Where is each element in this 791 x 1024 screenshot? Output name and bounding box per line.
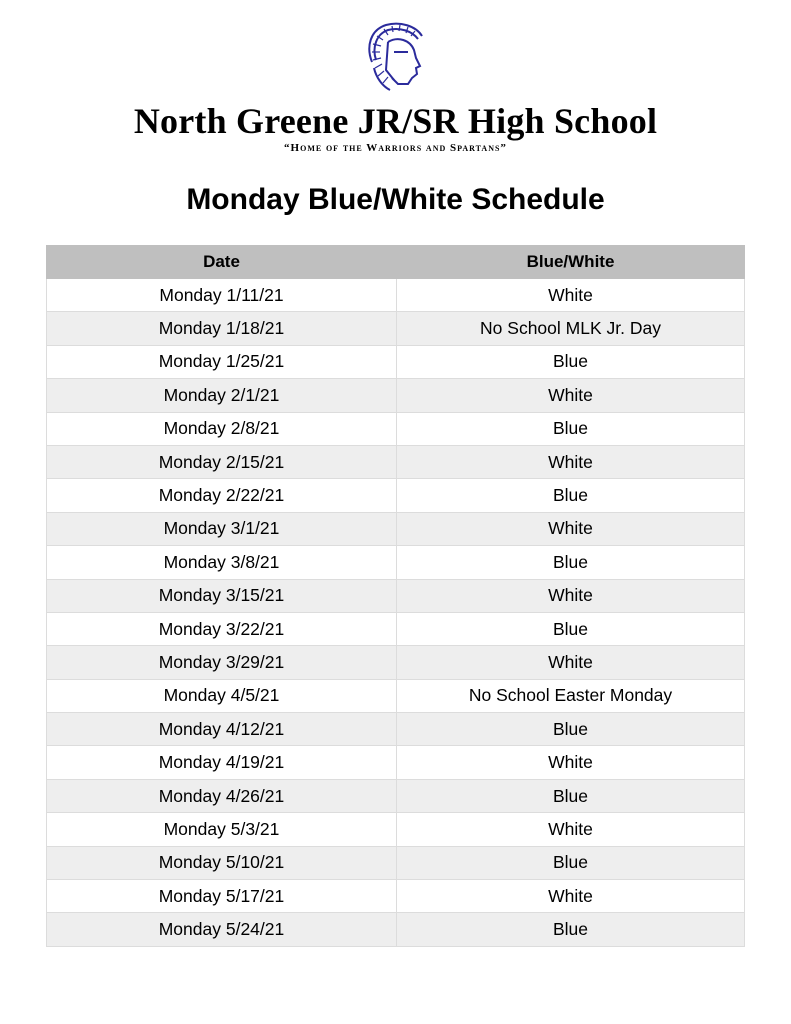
blue-white-cell: White: [397, 813, 745, 846]
blue-white-cell: Blue: [397, 546, 745, 579]
date-cell: Monday 5/10/21: [47, 846, 397, 879]
table-header-row: [47, 246, 745, 279]
blue-white-cell: White: [397, 746, 745, 779]
date-cell: Monday 1/11/21: [47, 279, 397, 312]
table-row: [47, 679, 745, 712]
table-row: [47, 445, 745, 478]
blue-white-cell: White: [397, 445, 745, 478]
blue-white-cell: White: [397, 279, 745, 312]
date-cell: Monday 4/5/21: [47, 679, 397, 712]
table-row: [47, 713, 745, 746]
date-cell: Monday 4/26/21: [47, 779, 397, 812]
page-title: Monday Blue/White Schedule: [186, 183, 605, 216]
spartan-logo-icon: [364, 22, 426, 94]
table-row: [47, 813, 745, 846]
column-header-date: Date: [47, 246, 397, 279]
date-cell: Monday 3/15/21: [47, 579, 397, 612]
table-row: [47, 412, 745, 445]
blue-white-cell: Blue: [397, 779, 745, 812]
blue-white-cell: White: [397, 512, 745, 545]
table-row: [47, 546, 745, 579]
table-row: [47, 913, 745, 946]
table-row: [47, 512, 745, 545]
blue-white-cell: Blue: [397, 479, 745, 512]
table-row: [47, 279, 745, 312]
date-cell: Monday 5/24/21: [47, 913, 397, 946]
table-row: [47, 880, 745, 913]
date-cell: Monday 5/17/21: [47, 880, 397, 913]
date-cell: Monday 3/8/21: [47, 546, 397, 579]
table-row: [47, 846, 745, 879]
date-cell: Monday 5/3/21: [47, 813, 397, 846]
blue-white-cell: White: [397, 646, 745, 679]
table-row: [47, 379, 745, 412]
blue-white-cell: Blue: [397, 412, 745, 445]
blue-white-cell: Blue: [397, 713, 745, 746]
date-cell: Monday 3/29/21: [47, 646, 397, 679]
blue-white-cell: Blue: [397, 345, 745, 378]
blue-white-cell: White: [397, 379, 745, 412]
date-cell: Monday 2/1/21: [47, 379, 397, 412]
date-cell: Monday 2/15/21: [47, 445, 397, 478]
school-motto: “Home of the Warriors and Spartans”: [284, 142, 507, 154]
blue-white-cell: No School Easter Monday: [397, 679, 745, 712]
date-cell: Monday 1/25/21: [47, 345, 397, 378]
table-row: [47, 579, 745, 612]
blue-white-cell: White: [397, 579, 745, 612]
date-cell: Monday 3/1/21: [47, 512, 397, 545]
date-cell: Monday 2/8/21: [47, 412, 397, 445]
table-row: [47, 479, 745, 512]
blue-white-cell: White: [397, 880, 745, 913]
column-header-blue-white: Blue/White: [397, 246, 745, 279]
blue-white-cell: No School MLK Jr. Day: [397, 312, 745, 345]
table-row: [47, 612, 745, 645]
blue-white-cell: Blue: [397, 913, 745, 946]
table-row: [47, 646, 745, 679]
table-row: [47, 779, 745, 812]
blue-white-cell: Blue: [397, 612, 745, 645]
date-cell: Monday 1/18/21: [47, 312, 397, 345]
blue-white-cell: Blue: [397, 846, 745, 879]
date-cell: Monday 4/12/21: [47, 713, 397, 746]
date-cell: Monday 3/22/21: [47, 612, 397, 645]
table-row: [47, 312, 745, 345]
table-row: [47, 345, 745, 378]
date-cell: Monday 2/22/21: [47, 479, 397, 512]
date-cell: Monday 4/19/21: [47, 746, 397, 779]
table-row: [47, 746, 745, 779]
schedule-table: [46, 245, 745, 947]
school-name: North Greene JR/SR High School: [133, 101, 658, 141]
